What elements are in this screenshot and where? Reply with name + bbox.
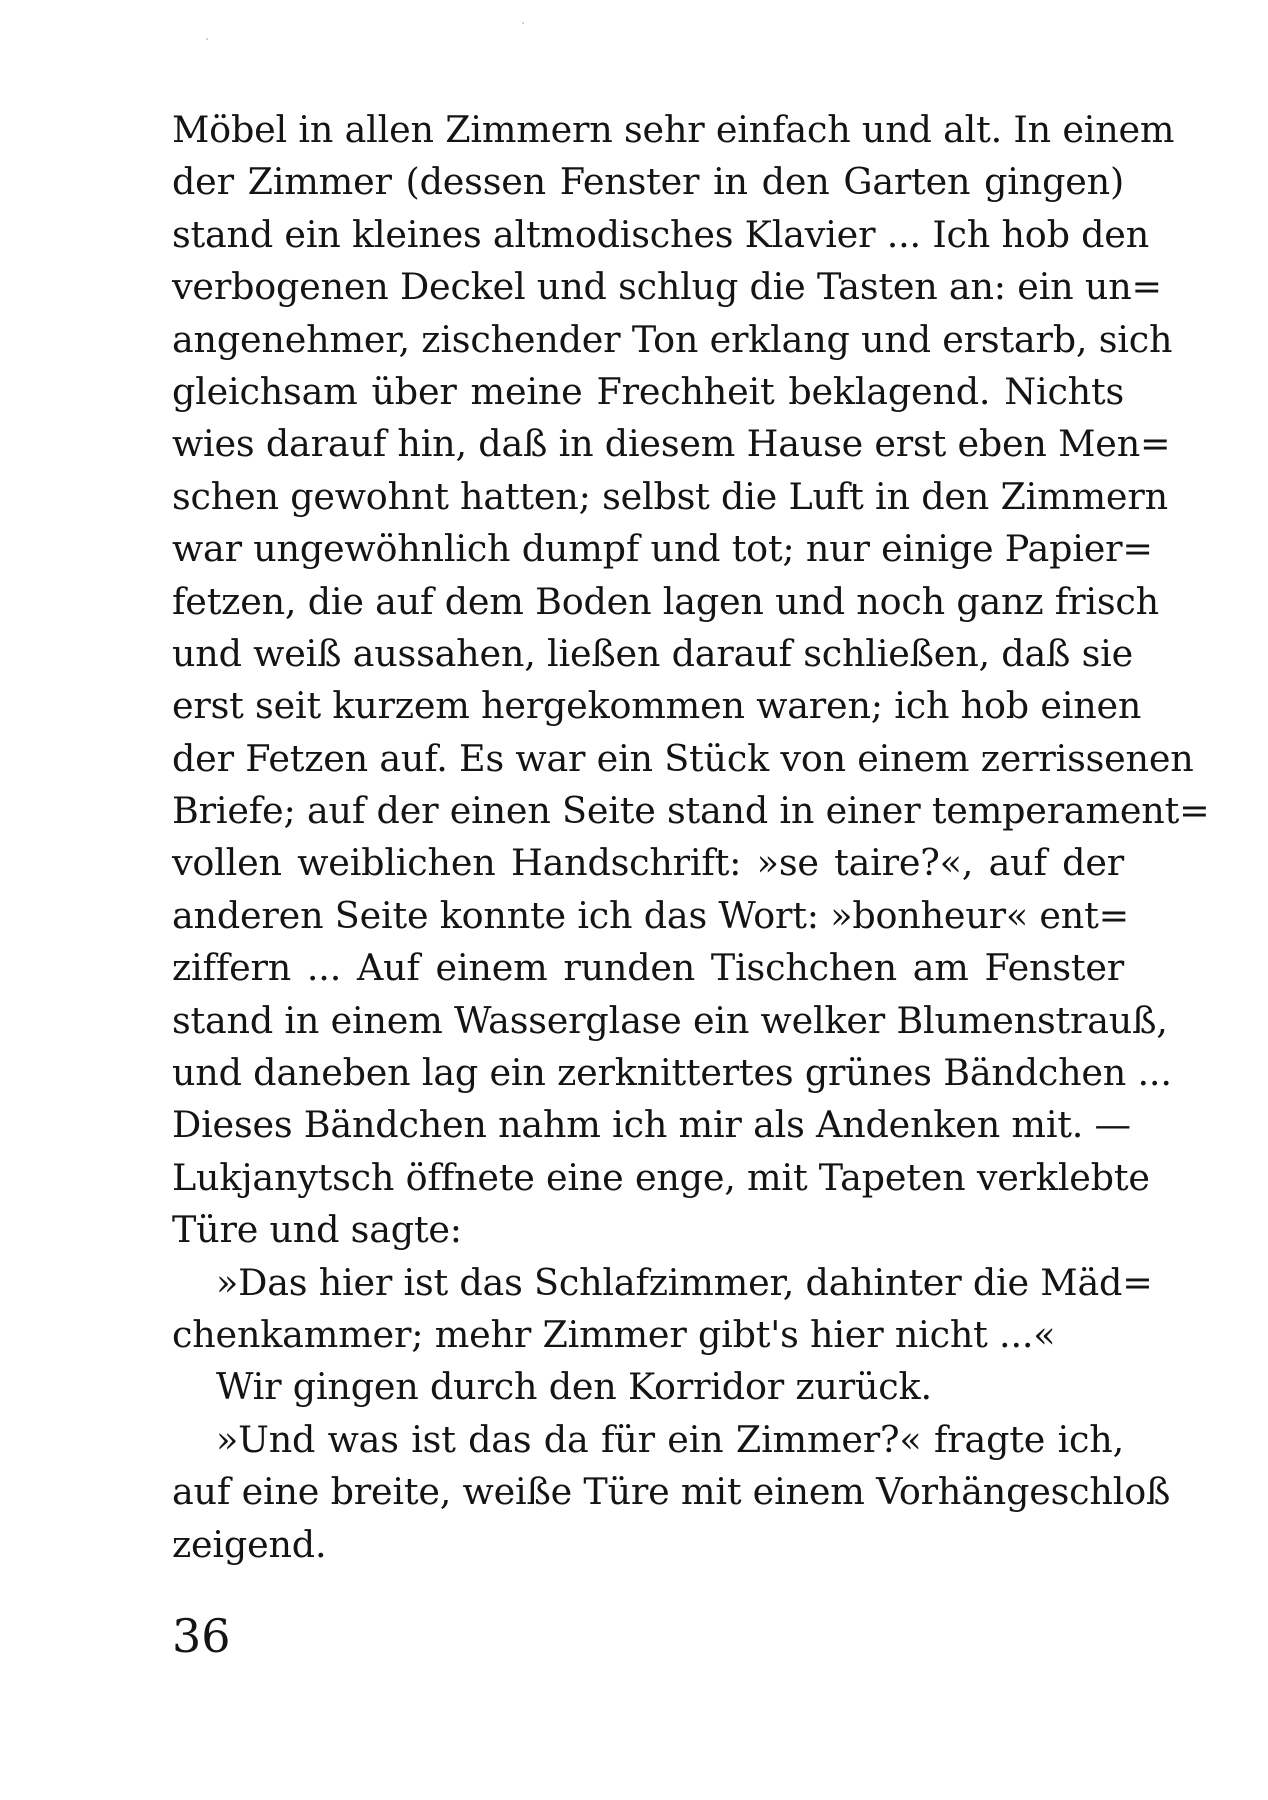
text-line: Lukjanytsch öffnete eine enge, mit Tapeten verklebte [172, 1155, 1150, 1199]
text-line: »Das hier ist das Schlafzimmer, dahinter die Mäd= [216, 1260, 1153, 1304]
text-line: stand ein kleines altmodisches Klavier ... Ich hob den [172, 212, 1150, 256]
text-line: war ungewöhnlich dumpf und tot; nur einige Papier= [172, 527, 1153, 571]
text-line: Möbel in allen Zimmern sehr einfach und alt. In einem [172, 108, 1175, 151]
text-line: verbogenen Deckel und schlug die Tasten an: ein un= [172, 265, 1162, 309]
paper-speck [206, 38, 208, 40]
text-line: der Zimmer (dessen Fenster in den Garten gingen) [172, 160, 1124, 204]
text-line: vollen weiblichen Handschrift: »se taire?«, auf der [172, 841, 1124, 885]
text-line: fetzen, die auf dem Boden lagen und noch ganz frisch [172, 579, 1159, 623]
text-line: Briefe; auf der einen Seite stand in einer temperament= [172, 789, 1210, 833]
text-line: und daneben lag ein zerknittertes grünes Bändchen ... [172, 1051, 1172, 1095]
text-line: Dieses Bändchen nahm ich mir als Andenken mit. — [172, 1103, 1131, 1147]
text-line: »Und was ist das da für ein Zimmer?« fragte ich, [216, 1417, 1124, 1461]
text-line: zeigend. [172, 1522, 327, 1566]
text-line: chenkammer; mehr Zimmer gibt's hier nicht ...« [172, 1312, 1056, 1356]
text-line: stand in einem Wasserglase ein welker Blumenstrauß, [172, 998, 1168, 1042]
text-line: angenehmer, zischender Ton erklang und erstarb, sich [172, 317, 1173, 361]
text-line: der Fetzen auf. Es war ein Stück von einem zerrissenen [172, 736, 1194, 780]
text-line: erst seit kurzem hergekommen waren; ich hob einen [172, 684, 1142, 728]
paper-speck [522, 22, 524, 24]
text-line: Türe und sagte: [172, 1208, 462, 1252]
text-line: Wir gingen durch den Korridor zurück. [216, 1365, 932, 1409]
text-line: anderen Seite konnte ich das Wort: »bonheur« ent= [172, 893, 1129, 937]
text-line: auf eine breite, weiße Türe mit einem Vorhängeschloß [172, 1470, 1171, 1514]
text-line: und weiß aussahen, ließen darauf schließen, daß sie [172, 631, 1134, 675]
text-line: gleichsam über meine Frechheit beklagend. Nichts [172, 369, 1124, 413]
text-line: wies darauf hin, daß in diesem Hause erst eben Men= [172, 422, 1171, 466]
text-line: ziffern ... Auf einem runden Tischchen am Fenster [172, 946, 1124, 990]
page-number: 36 [172, 1609, 231, 1663]
text-line: schen gewohnt hatten; selbst die Luft in den Zimmern [172, 474, 1168, 518]
body-text [172, 104, 1210, 1571]
